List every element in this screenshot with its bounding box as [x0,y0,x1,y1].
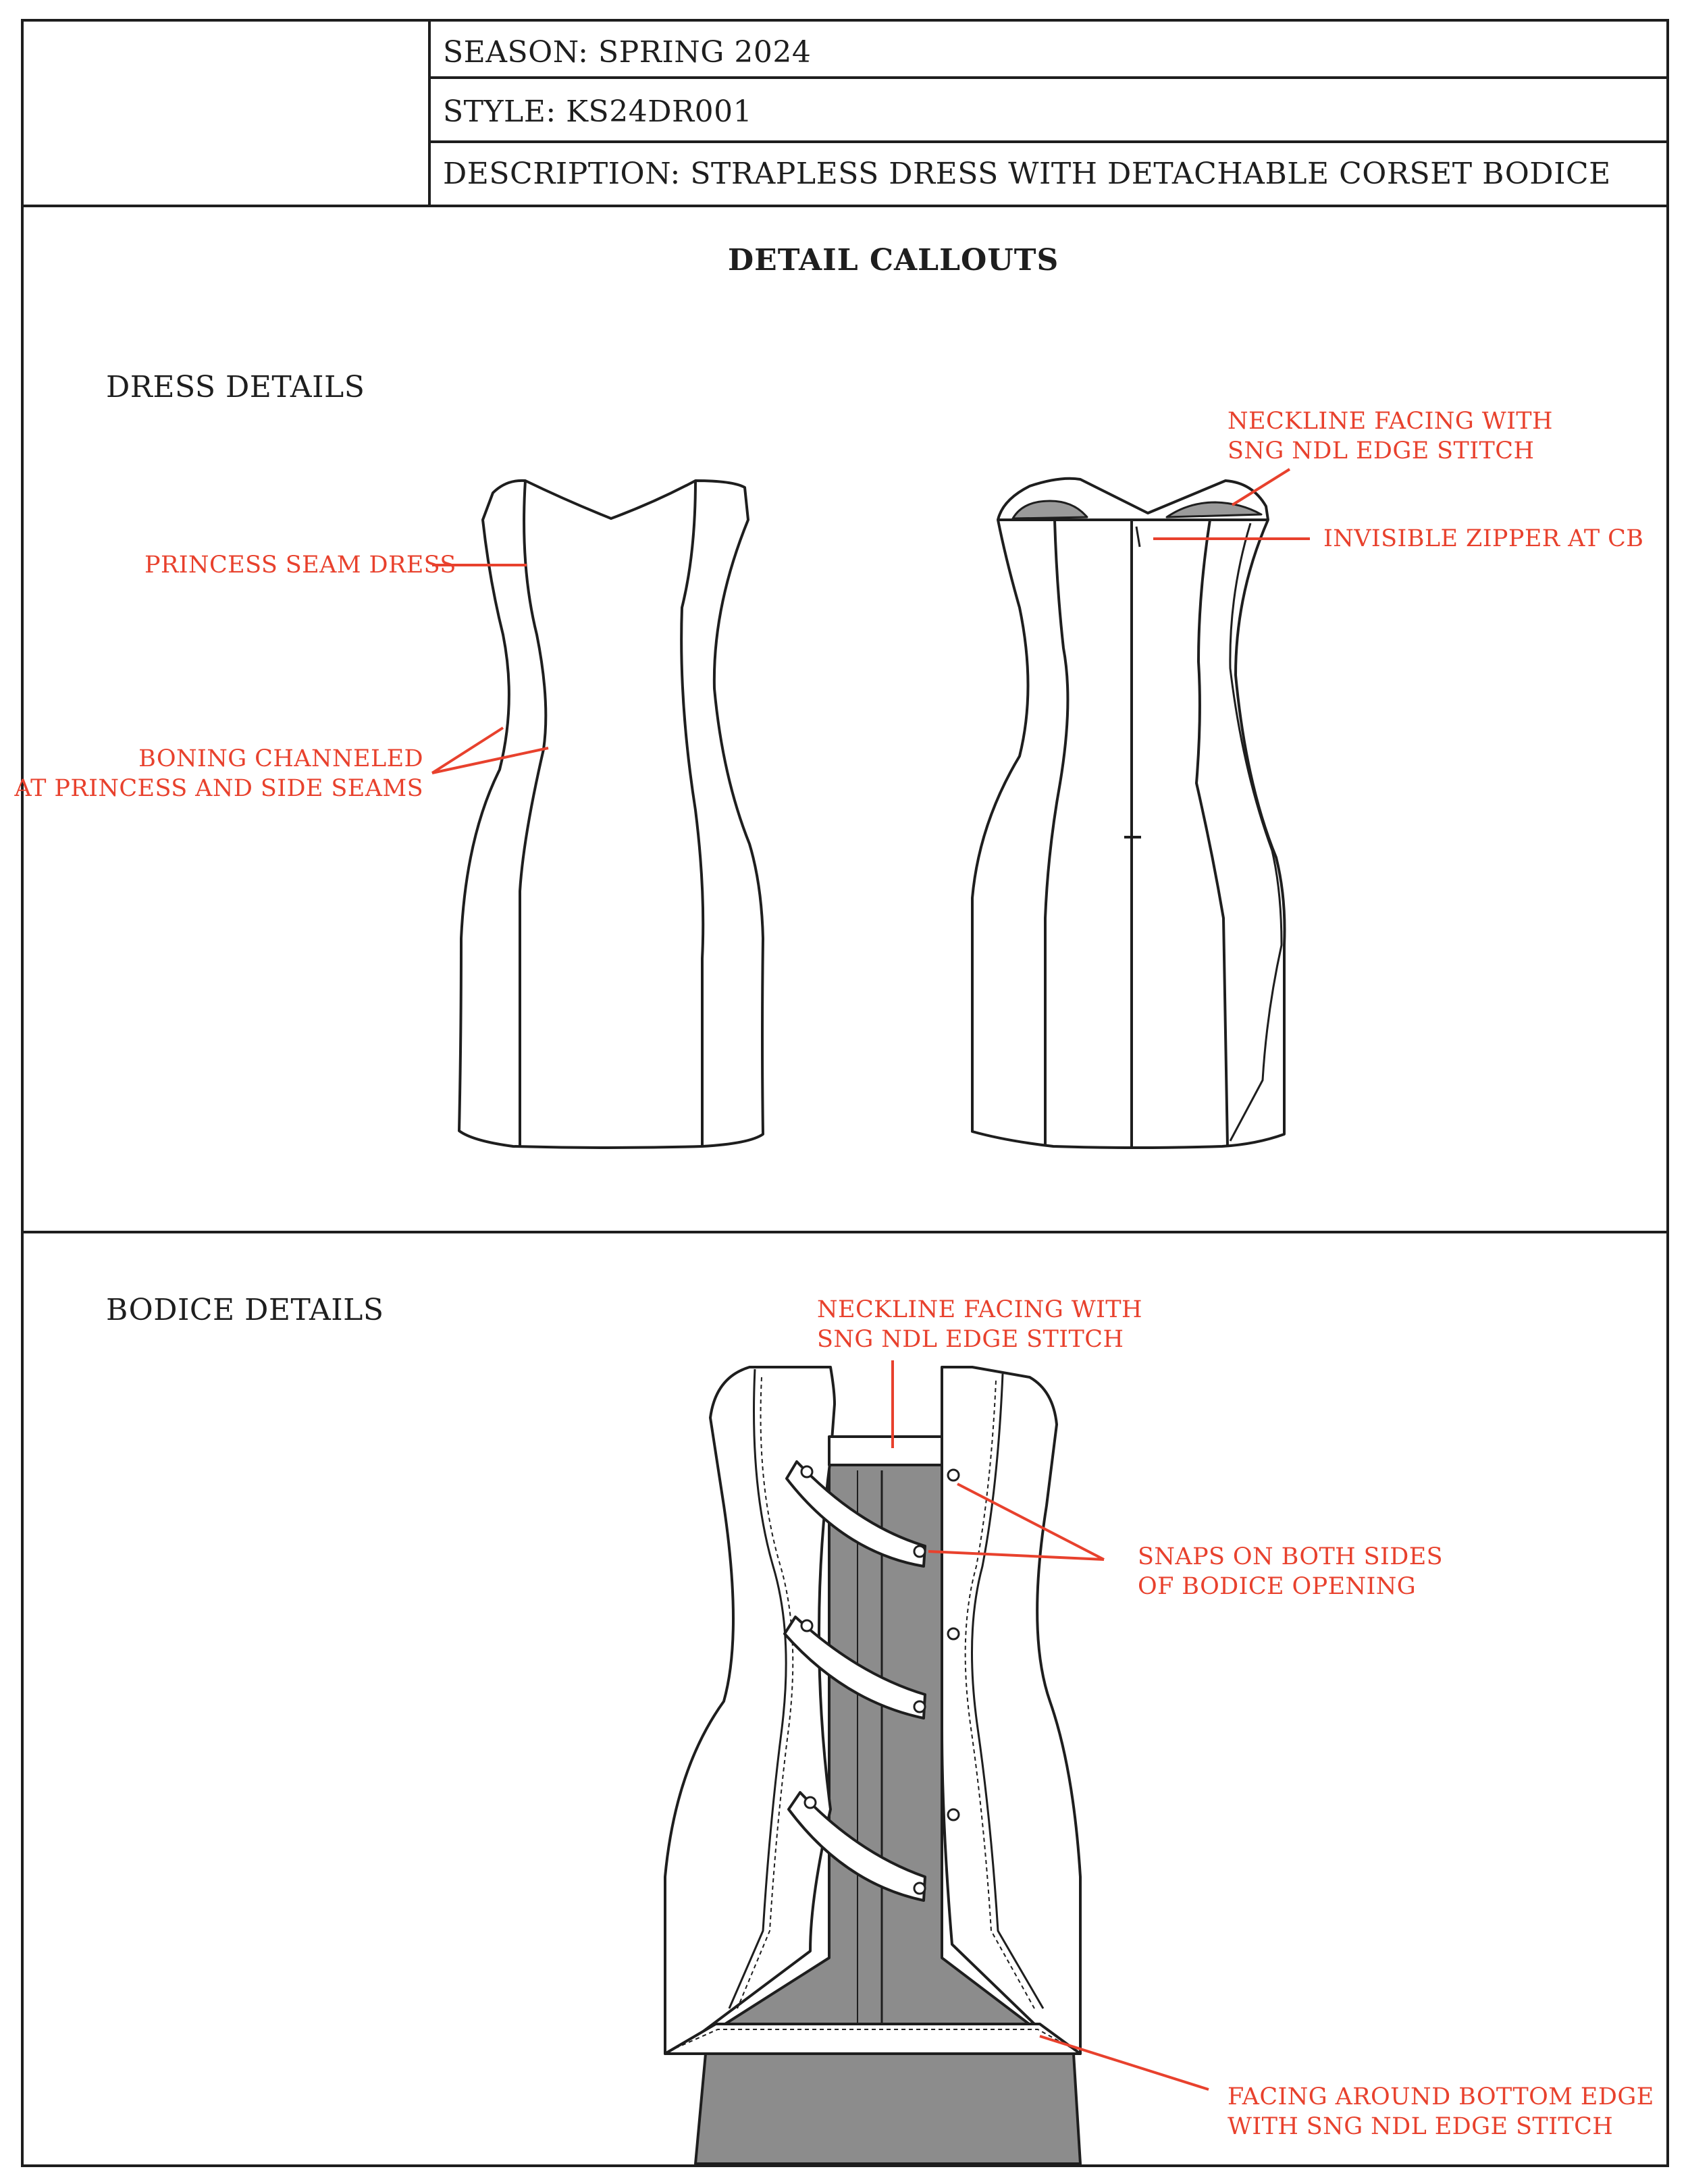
style-label: STYLE: KS24DR001 [443,95,753,129]
season-label: SEASON: SPRING 2024 [443,35,812,70]
bodice-details-heading: BODICE DETAILS [106,1293,384,1327]
callout-snaps-line1: SNAPS ON BOTH SIDES [1138,1543,1444,1570]
callout-princess-seam: PRINCESS SEAM DRESS [144,552,456,579]
callout-facing-line1: FACING AROUND BOTTOM EDGE [1228,2083,1654,2110]
callout-bodice-neckline-line1: NECKLINE FACING WITH [817,1296,1142,1323]
callout-snaps-line2: OF BODICE OPENING [1138,1573,1417,1600]
callout-dress-neckline-line2: SNG NDL EDGE STITCH [1228,437,1535,464]
description-label: DESCRIPTION: STRAPLESS DRESS WITH DETACHABLE CORSET BODICE [443,157,1611,191]
callout-dress-neckline-line1: NECKLINE FACING WITH [1228,408,1553,435]
callout-zipper: INVISIBLE ZIPPER AT CB [1323,525,1644,552]
dress-back-flat [972,479,1285,1148]
callout-boning-line1: BONING CHANNELED [138,745,423,772]
callout-bodice-neckline-line2: SNG NDL EDGE STITCH [817,1326,1124,1353]
dress-front-flat [459,481,763,1148]
callout-boning-line2: AT PRINCESS AND SIDE SEAMS [14,775,423,802]
page-title: DETAIL CALLOUTS [728,243,1059,277]
bodice-flat [665,1367,1080,2164]
callout-facing-line2: WITH SNG NDL EDGE STITCH [1228,2113,1614,2140]
dress-details-heading: DRESS DETAILS [106,370,365,404]
